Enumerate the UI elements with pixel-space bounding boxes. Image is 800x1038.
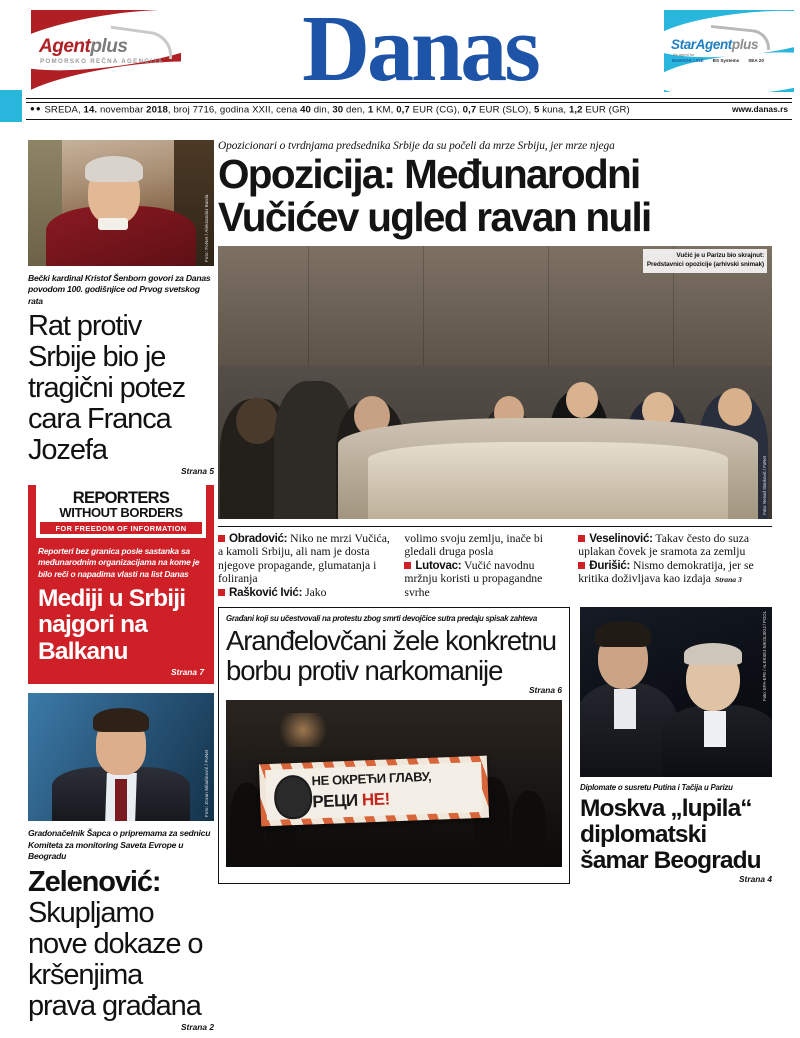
price-eur-slo-unit: EUR (SLO), — [476, 104, 534, 116]
price-eur-slo-value: 0,7 — [462, 104, 477, 116]
lead-photo-panel-2 — [423, 246, 424, 366]
quote-strip — [218, 526, 772, 599]
cyan-corner-block — [0, 90, 22, 122]
quote-column-3 — [578, 532, 772, 599]
quote-speaker: Obradović: — [229, 532, 288, 545]
bullet-square-icon — [578, 535, 585, 542]
protest-banner-seal-icon — [273, 774, 313, 819]
lead-photo-head-1 — [236, 398, 278, 444]
rsf-logo — [36, 485, 206, 538]
putin-shirt — [704, 711, 726, 747]
quotes-page-ref: Strana 3 — [714, 575, 742, 585]
staragentplus-word-plus: plus — [731, 37, 759, 52]
cardinal-hair — [85, 156, 143, 182]
issue-date: 14. — [83, 104, 98, 116]
issue-dots: ●● — [30, 104, 42, 113]
bullet-square-icon — [578, 562, 585, 569]
price-km-value: 1 — [367, 104, 374, 116]
zelenovic-kicker: Gradonačelnik Šapca o pripremama za sednicu Komiteta za monitoring Saveta Evrope u Beogradu — [28, 828, 211, 862]
rsf-page-ref: Strana 7 — [170, 667, 204, 678]
left-column — [28, 140, 214, 1032]
partner-maersk-line: MAERSK LINE — [672, 58, 704, 63]
protest-photo-light-glow — [273, 713, 333, 747]
thaci-shirt — [614, 689, 636, 729]
issue-month: novembar — [99, 104, 144, 116]
cardinal-collar — [98, 218, 128, 230]
lead-photo-panel-3 — [548, 246, 549, 366]
staragentplus-wordmark — [671, 37, 758, 52]
putin-photo-credit: Foto: EPA-EFE / ALEKSEJ NIKOLSKIJ / POOL — [762, 611, 767, 701]
protest-person-1 — [230, 783, 264, 867]
rsf-kicker: Reporteri bez granica posle sastanka sa međunarodnim organizacijama na kome je bilo reči o napadima vlasti na list Danas — [38, 546, 200, 579]
lead-kicker: Opozicionari o tvrdnjama predsednika Srbije da su počeli da mrze Srbiju, jer mrze njega — [218, 140, 615, 152]
agentplus-logo[interactable] — [31, 10, 181, 92]
lead-photo — [218, 246, 772, 519]
staragentplus-partner-logos — [672, 58, 764, 63]
quote-item — [218, 532, 394, 586]
protest-banner-line1: НЕ ОКРЕЋИ ГЛАВУ, — [311, 768, 432, 789]
staragentplus-word-staragent: StarAgent — [671, 37, 732, 52]
quote-text: Nismo demokratija, jer se kritika doživljava kao izdaja — [578, 558, 754, 586]
arandjelovac-story-block — [218, 607, 570, 884]
quote-column-2 — [404, 532, 578, 599]
staragentplus-url: www.starago.com — [710, 82, 755, 88]
quote-item — [404, 559, 568, 599]
thaci-hair — [595, 621, 651, 647]
cardinal-photo-credit: Foto: FoNet / Aleksandar Barda — [204, 194, 209, 262]
quote-text: Takav često do suza uplakan čovek je sramota za zemlju — [578, 532, 750, 559]
lead-headline-line2: Vučićev ugled ravan nuli — [218, 193, 651, 240]
issue-year: 2018 — [146, 104, 168, 116]
protest-photo — [226, 700, 562, 867]
partner-sea20: SEA 20 — [748, 58, 764, 63]
issue-info-line — [30, 104, 630, 116]
cardinal-photo — [28, 140, 214, 266]
rsf-headline[interactable]: Mediji u Srbiji najgori na Balkanu — [38, 584, 186, 665]
arandjelovac-footer — [226, 685, 562, 695]
protest-banner — [259, 756, 489, 827]
quote-item — [218, 586, 394, 599]
staragentplus-logo[interactable] — [664, 10, 794, 92]
cardinal-headline[interactable]: Rat protiv Srbije bio je tragični potez cara Franca Jozefa — [28, 310, 186, 467]
putin-thaci-photo — [580, 607, 772, 777]
moskva-kicker: Diplomate o susretu Putina i Tačija u Parizu — [580, 783, 733, 793]
quote-speaker: Veselinović: — [589, 532, 653, 545]
infobar-bottom-rule — [26, 119, 792, 120]
arandjelovac-kicker: Građani koji su učestvovali na protestu zbog smrti devojčice sutra predaju spisak zahteva — [226, 614, 537, 624]
moskva-page-ref: Strana 4 — [738, 874, 772, 885]
infobar-double-rule — [26, 98, 792, 103]
price-kuna-value: 5 — [534, 104, 540, 116]
danas-masthead-title — [180, 0, 660, 101]
lead-photo-credit: Foto: Nenad Stanković / FoNet — [762, 456, 767, 515]
zelenovic-headline-name: Zelenović: — [28, 865, 161, 898]
rsf-logo-line2: WITHOUT BORDERS — [59, 505, 183, 521]
right-lower-column — [580, 607, 772, 884]
price-din-unit: din, — [310, 104, 333, 116]
rsf-story-block — [28, 485, 214, 684]
lead-photo-head-7 — [718, 388, 752, 426]
lead-photo-tablecloth — [368, 442, 728, 519]
zelenovic-photo-credit: Foto: Zoran Miladinović / FoNet — [204, 749, 209, 818]
lower-row — [218, 607, 772, 884]
rsf-logo-line3: FOR FREEDOM OF INFORMATION — [40, 522, 202, 534]
agentplus-url: www.agentplus-group.com — [79, 82, 150, 88]
lead-photo-head-2 — [294, 382, 334, 426]
arandjelovac-page-ref: Strana 6 — [528, 685, 562, 696]
zelenovic-photo — [28, 693, 214, 821]
website-url[interactable]: www.danas.rs — [731, 104, 788, 114]
protest-person-4 — [512, 791, 546, 867]
protest-banner-line2-red: НЕ! — [361, 789, 391, 810]
protest-banner-line2 — [312, 789, 390, 812]
moskva-story-block — [580, 783, 772, 884]
zelenovic-tie — [115, 779, 127, 821]
quote-item — [578, 559, 772, 587]
lead-headline[interactable] — [218, 153, 772, 238]
issue-day: SREDA, — [44, 104, 81, 116]
quote-text: Vučić navodnu mržnju koristi u propagandne svrhe — [404, 558, 543, 599]
masthead-infobar — [0, 98, 800, 122]
bullet-square-icon — [218, 589, 225, 596]
agentplus-tagline: POMORSKO REČNA AGENCIJA — [40, 58, 164, 65]
quote-speaker: Đurišić: — [589, 558, 631, 572]
cardinal-kicker: Bečki kardinal Kristof Šenborn govori za Danas povodom 100. godišnjice od Prvog svetskog rata — [28, 273, 211, 306]
paper-title: Danas — [302, 0, 538, 101]
zelenovic-page-ref: Strana 2 — [180, 1021, 214, 1032]
rsf-logo-line1: REPORTERS — [72, 489, 170, 508]
price-eur-gr-value: 1,2 — [568, 104, 583, 116]
quote-continuation-text: volimo svoju zemlju, inače bi gledali druga posla — [404, 532, 543, 559]
lead-headline-line1: Opozicija: Međunarodni — [218, 151, 640, 197]
zelenovic-hair — [93, 708, 149, 732]
lead-photo-panel-1 — [308, 246, 309, 366]
masthead — [0, 0, 800, 101]
lead-photo-head-5 — [566, 382, 598, 418]
protest-banner-inner — [265, 762, 483, 820]
quote-continuation — [404, 532, 568, 559]
partner-bs-systems: BS Systems — [712, 58, 740, 63]
price-den-unit: den, — [343, 104, 368, 116]
price-eur-cg-value: 0,7 — [396, 104, 410, 116]
bullet-square-icon — [218, 535, 225, 542]
agentplus-wordmark — [39, 36, 127, 58]
issue-number: , broj 7716, godina XXII, cena — [167, 104, 301, 116]
price-eur-gr-unit: EUR (GR) — [582, 104, 630, 116]
price-din-value: 40 — [300, 104, 311, 116]
agentplus-word-agent: Agent — [39, 36, 91, 57]
zelenovic-headline[interactable] — [28, 867, 214, 1022]
quote-text: Jako — [305, 585, 327, 599]
moskva-headline[interactable]: Moskva „lupila“ diplomatski šamar Beogradu — [580, 795, 761, 875]
main-column — [218, 140, 772, 884]
bullet-square-icon — [404, 562, 411, 569]
arandjelovac-headline[interactable]: Aranđelovčani žele konkretnu borbu protiv narkomanije — [226, 625, 556, 686]
putin-hair — [684, 643, 742, 665]
agentplus-word-plus: plus — [90, 36, 128, 57]
zelenovic-headline-rest: Skupljamo nove dokaze o kršenjima prava građana — [28, 896, 203, 1022]
protest-banner-line2-black: РЕЦИ — [312, 790, 363, 812]
quote-column-1 — [218, 532, 404, 599]
quote-text: Niko ne mrzi Vučića, a kamoli Srbiju, ali nam je dosta njegove propagande, glumatanja i foliranja — [218, 532, 390, 586]
quote-item — [578, 532, 772, 559]
price-den-value: 30 — [332, 104, 344, 116]
staragentplus-agent-for: As agent for — [673, 52, 695, 57]
quote-speaker: Rašković Ivić: — [229, 585, 303, 599]
lead-photo-caption: Vučić je u Parizu bio skrajnut: Predstavnici opozicije (arhivski snimak) — [643, 249, 767, 273]
price-km-unit: KM, — [373, 104, 397, 116]
cardinal-page-ref: Strana 5 — [180, 466, 214, 477]
price-kuna-unit: kuna, — [539, 104, 569, 116]
price-eur-cg-unit: EUR (CG), — [409, 104, 463, 116]
quote-speaker: Lutovac: — [415, 558, 462, 572]
